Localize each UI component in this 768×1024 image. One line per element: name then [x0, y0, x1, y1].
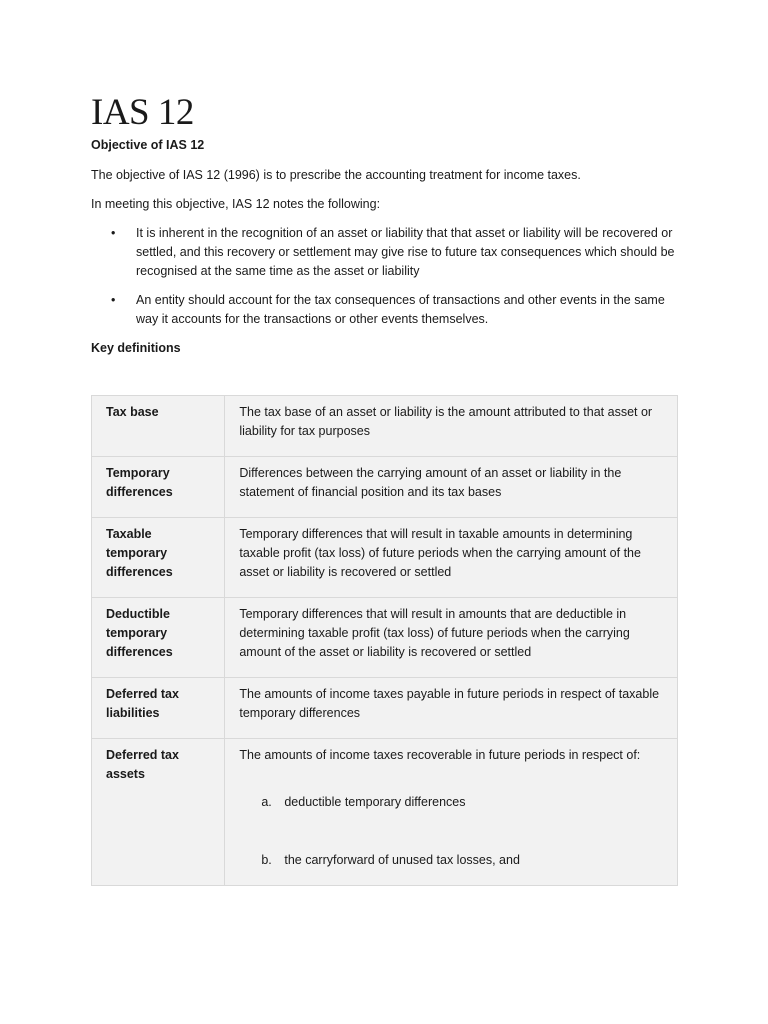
objective-bullet-list: [91, 224, 681, 329]
bullet-marker: •: [111, 226, 116, 240]
key-definitions-heading: Key definitions: [91, 341, 181, 355]
bullet-item: [91, 224, 681, 281]
bullet-marker: •: [111, 293, 116, 307]
definition-term: Deferred tax assets: [92, 739, 225, 886]
definition-term: Temporary differences: [92, 457, 225, 518]
table-row: [92, 598, 678, 678]
definition-term: Tax base: [92, 396, 225, 457]
definition-text: Temporary differences that will result in taxable amounts in determining taxable profit (tax loss) of future periods when the carrying amount of the asset or liability is recovered or settled: [225, 518, 678, 598]
sublist-text: deductible temporary differences: [284, 795, 466, 809]
definition-term: Deductible temporary differences: [92, 598, 225, 678]
definition-term: Deferred tax liabilities: [92, 678, 225, 739]
table-row: [92, 739, 678, 886]
table-row: [92, 678, 678, 739]
definition-term: Taxable temporary differences: [92, 518, 225, 598]
sublist-item: [239, 851, 663, 870]
document-body: [91, 92, 681, 358]
table-row: [92, 518, 678, 598]
bullet-item: [91, 291, 681, 329]
table-row: [92, 396, 678, 457]
page-title: IAS 12: [91, 92, 194, 133]
objective-paragraph: The objective of IAS 12 (1996) is to prescribe the accounting treatment for income taxes.: [91, 168, 581, 182]
definition-text: Temporary differences that will result in amounts that are deductible in determining taxable profit (tax loss) of future periods when the carrying amount of the asset or liability is recovered or settled: [225, 598, 678, 678]
definition-text: The amounts of income taxes recoverable in future periods in respect of:: [239, 748, 641, 762]
table-row: [92, 457, 678, 518]
definition-cell: [225, 739, 678, 886]
sublist-marker: a.: [261, 795, 272, 809]
sublist-text: the carryforward of unused tax losses, and: [284, 853, 520, 867]
sublist-item: [239, 793, 663, 812]
definition-text: Differences between the carrying amount of an asset or liability in the statement of financial position and its tax bases: [225, 457, 678, 518]
definitions-table: [91, 395, 678, 886]
bullet-text: It is inherent in the recognition of an asset or liability that that asset or liability will be recovered or settled, and this recovery or settlement may give rise to future tax consequences which should be recognised at the same time as the asset or liability: [136, 226, 675, 278]
definition-text: The tax base of an asset or liability is the amount attributed to that asset or liability for tax purposes: [225, 396, 678, 457]
bullet-text: An entity should account for the tax consequences of transactions and other events in the same way it accounts for the transactions or other events themselves.: [136, 293, 665, 326]
objective-heading: Objective of IAS 12: [91, 138, 205, 152]
sublist-marker: b.: [261, 853, 272, 867]
definition-sublist: [239, 793, 663, 870]
definition-text: The amounts of income taxes payable in future periods in respect of taxable temporary differences: [225, 678, 678, 739]
intro-paragraph: In meeting this objective, IAS 12 notes the following:: [91, 197, 381, 211]
